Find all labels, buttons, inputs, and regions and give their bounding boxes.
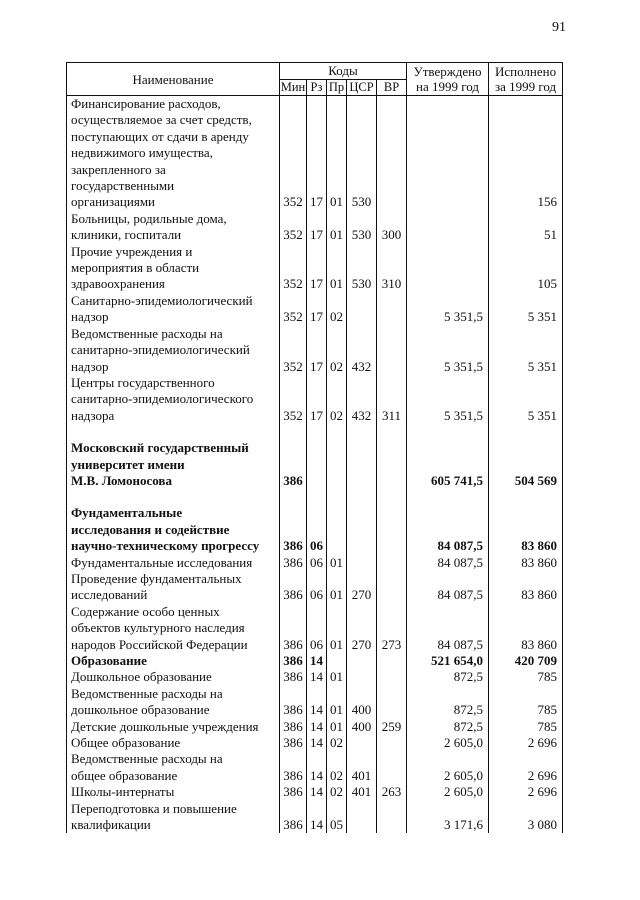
table-row [67,211,563,244]
cell-vr [377,801,407,834]
cell-pr: 01 [327,211,347,244]
cell-rz: 06 [307,555,327,571]
cell-min: 352 [280,293,307,326]
cell-name-line: исследования и содействие [71,521,230,537]
spacer-cell [407,489,489,505]
cell-pr: 02 [327,751,347,784]
spacer-cell [280,489,307,505]
column-header-rz: Рз [307,79,327,96]
spacer-cell [67,424,280,440]
cell-name-line: Детские дошкольные учреждения [71,718,259,734]
cell-min: 386 [280,555,307,571]
cell-name-line: Фундаментальные исследования [71,554,253,570]
cell-executed: 785 [489,669,563,685]
cell-csr: 400 [347,686,377,719]
cell-csr: 400 [347,719,377,735]
cell-min: 386 [280,719,307,735]
cell-min: 386 [280,653,307,669]
cell-csr: 270 [347,571,377,604]
cell-name-line: Финансирование расходов, [71,96,221,111]
cell-min: 386 [280,735,307,751]
cell-vr: 310 [377,244,407,293]
cell-name [67,375,280,424]
cell-executed: 51 [489,211,563,244]
cell-approved: 2 605,0 [407,751,489,784]
table-row [67,686,563,719]
page-number: 91 [552,20,566,35]
spacer-cell [489,424,563,440]
cell-rz: 14 [307,653,327,669]
cell-executed: 83 860 [489,555,563,571]
cell-min: 352 [280,326,307,375]
table-row [67,440,563,489]
cell-name-line: исследований [71,587,148,603]
cell-executed: 83 860 [489,571,563,604]
cell-name-line: клиники, госпитали [71,227,182,243]
cell-name-line: санитарно-эпидемиологический [71,342,250,358]
spacer-cell [327,424,347,440]
cell-name [67,801,280,834]
cell-vr [377,440,407,489]
table-row [67,719,563,735]
cell-name-line: Содержание особо ценных [71,603,220,619]
cell-name-line: квалификации [71,817,151,833]
cell-name-line: санитарно-эпидемиологического [71,391,254,407]
cell-min: 352 [280,244,307,293]
cell-executed: 5 351 [489,375,563,424]
cell-vr: 300 [377,211,407,244]
cell-vr [377,669,407,685]
table-row [67,375,563,424]
cell-csr [347,669,377,685]
cell-name-line: надзора [71,407,115,423]
cell-name-line: М.В. Ломоносова [71,472,172,488]
cell-rz: 17 [307,326,327,375]
cell-pr: 01 [327,96,347,211]
cell-min: 352 [280,96,307,211]
cell-min: 352 [280,211,307,244]
table-body [67,96,563,834]
cell-name-line: Образование [71,653,147,668]
column-header-executed: Исполнено за 1999 год [489,63,563,96]
cell-name [67,735,280,751]
cell-approved [407,96,489,211]
cell-name-line: Ведомственные расходы на [71,751,223,767]
cell-executed: 83 860 [489,505,563,554]
cell-executed: 3 080 [489,801,563,834]
spacer-cell [377,489,407,505]
cell-vr [377,571,407,604]
cell-name [67,96,280,211]
cell-csr: 530 [347,244,377,293]
cell-approved: 872,5 [407,686,489,719]
cell-csr: 270 [347,604,377,653]
cell-rz [307,440,327,489]
cell-min: 386 [280,440,307,489]
cell-csr [347,801,377,834]
cell-rz: 17 [307,375,327,424]
cell-min: 386 [280,669,307,685]
cell-name-line: надзор [71,309,109,325]
cell-vr [377,751,407,784]
cell-min: 386 [280,686,307,719]
cell-name [67,686,280,719]
column-header-vr: ВР [377,79,407,96]
table-row [67,653,563,669]
cell-name [67,719,280,735]
cell-vr [377,505,407,554]
cell-pr: 01 [327,604,347,653]
cell-approved: 84 087,5 [407,604,489,653]
cell-pr [327,505,347,554]
cell-name-line: дошкольное образование [71,702,210,718]
cell-executed: 5 351 [489,293,563,326]
spacer-cell [280,424,307,440]
column-header-min: Мин [280,79,306,94]
cell-name-line: государственными [71,178,175,194]
cell-rz: 06 [307,505,327,554]
cell-executed: 785 [489,686,563,719]
cell-executed: 2 696 [489,735,563,751]
cell-approved: 521 654,0 [407,653,489,669]
cell-pr: 01 [327,571,347,604]
cell-min: 352 [280,375,307,424]
cell-executed: 2 696 [489,784,563,800]
cell-name [67,604,280,653]
spacer-row [67,489,563,505]
cell-min: 386 [280,604,307,653]
cell-executed: 156 [489,96,563,211]
table-row [67,96,563,211]
cell-name [67,505,280,554]
cell-approved: 84 087,5 [407,555,489,571]
cell-rz: 06 [307,604,327,653]
spacer-cell [489,489,563,505]
cell-executed: 105 [489,244,563,293]
cell-name-line: Переподготовка и повышение [71,800,237,816]
cell-pr: 01 [327,244,347,293]
cell-csr [347,293,377,326]
cell-name-line: Дошкольное образование [71,669,212,685]
spacer-cell [407,424,489,440]
cell-name-line: Ведомственные расходы на [71,325,223,341]
cell-name-line: научно-техническому прогрессу [71,538,260,554]
table-row [67,784,563,800]
cell-name-line: надзор [71,358,109,374]
cell-name [67,653,280,669]
cell-rz: 14 [307,719,327,735]
cell-rz: 17 [307,96,327,211]
cell-pr: 02 [327,735,347,751]
cell-csr: 401 [347,784,377,800]
cell-approved: 5 351,5 [407,326,489,375]
table-row [67,751,563,784]
cell-name [67,293,280,326]
cell-name [67,571,280,604]
cell-vr [377,96,407,211]
cell-name-line: Центры государственного [71,374,215,390]
cell-name [67,751,280,784]
cell-approved: 2 605,0 [407,784,489,800]
cell-name-line: Санитарно-эпидемиологический [71,292,253,308]
cell-rz: 14 [307,669,327,685]
cell-name-line: организациями [71,194,155,210]
cell-pr: 01 [327,555,347,571]
cell-name-line: поступающих от сдачи в аренду [71,128,249,144]
cell-csr: 401 [347,751,377,784]
table-row [67,505,563,554]
cell-rz: 06 [307,571,327,604]
cell-approved: 2 605,0 [407,735,489,751]
cell-approved: 3 171,6 [407,801,489,834]
cell-name-line: мероприятия в области [71,260,200,276]
cell-csr [347,505,377,554]
cell-executed: 785 [489,719,563,735]
cell-vr [377,326,407,375]
cell-vr [377,555,407,571]
cell-csr [347,653,377,669]
cell-name [67,440,280,489]
spacer-cell [307,489,327,505]
cell-vr [377,686,407,719]
cell-name-line: общее образование [71,767,178,783]
cell-min: 386 [280,751,307,784]
cell-name-line: закрепленного за [71,161,166,177]
cell-name-line: Проведение фундаментальных [71,570,242,586]
cell-executed: 2 696 [489,751,563,784]
cell-approved: 872,5 [407,669,489,685]
cell-pr: 02 [327,293,347,326]
cell-name-line: народов Российской Федерации [71,636,248,652]
cell-name-line: Фундаментальные [71,505,183,521]
cell-approved [407,244,489,293]
cell-approved: 5 351,5 [407,293,489,326]
cell-rz: 17 [307,293,327,326]
cell-pr: 01 [327,686,347,719]
column-header-name: Наименование [67,63,280,96]
cell-vr [377,735,407,751]
cell-rz: 14 [307,784,327,800]
cell-vr [377,653,407,669]
cell-executed: 83 860 [489,604,563,653]
cell-vr: 273 [377,604,407,653]
cell-rz: 14 [307,686,327,719]
spacer-cell [347,424,377,440]
cell-min: 386 [280,801,307,834]
cell-approved: 84 087,5 [407,505,489,554]
cell-rz: 17 [307,211,327,244]
cell-name-line: объектов культурного наследия [71,620,245,636]
cell-csr: 530 [347,96,377,211]
table-row [67,669,563,685]
cell-pr [327,440,347,489]
cell-name-line: Больницы, родильные дома, [71,210,227,226]
cell-name [67,211,280,244]
cell-approved: 5 351,5 [407,375,489,424]
spacer-cell [377,424,407,440]
column-header-pr: Пр [327,79,347,96]
cell-executed: 5 351 [489,326,563,375]
cell-vr: 259 [377,719,407,735]
cell-name-line: Ведомственные расходы на [71,685,223,701]
budget-table [66,62,563,833]
table-row [67,293,563,326]
table-row [67,571,563,604]
cell-executed: 504 569 [489,440,563,489]
spacer-cell [327,489,347,505]
cell-approved [407,211,489,244]
column-header-csr: ЦСР [347,79,377,96]
cell-rz: 14 [307,751,327,784]
spacer-row [67,424,563,440]
cell-vr [377,293,407,326]
cell-name-line: недвижимого имущества, [71,145,213,161]
cell-name [67,669,280,685]
cell-min: 386 [280,505,307,554]
cell-pr: 01 [327,669,347,685]
cell-name-line: здравоохранения [71,276,165,292]
cell-min: 386 [280,571,307,604]
cell-name [67,555,280,571]
table-row [67,801,563,834]
cell-name-line: Школы-интернаты [71,784,175,800]
cell-csr: 432 [347,326,377,375]
table-row [67,244,563,293]
cell-csr: 530 [347,211,377,244]
column-header-codes: Коды [280,63,407,80]
cell-approved: 605 741,5 [407,440,489,489]
table-row [67,326,563,375]
cell-name [67,244,280,293]
table-row [67,555,563,571]
cell-csr [347,555,377,571]
spacer-cell [67,489,280,505]
cell-approved: 872,5 [407,719,489,735]
cell-name [67,326,280,375]
cell-name-line: осуществляемое за счет средств, [71,112,252,128]
cell-rz: 14 [307,801,327,834]
cell-pr: 02 [327,326,347,375]
cell-csr: 432 [347,375,377,424]
cell-min: 386 [280,784,307,800]
cell-pr: 01 [327,719,347,735]
cell-pr [327,653,347,669]
cell-executed: 420 709 [489,653,563,669]
cell-name-line: Московский государственный [71,440,249,456]
cell-pr: 02 [327,375,347,424]
cell-pr: 05 [327,801,347,834]
table-row [67,604,563,653]
cell-rz: 17 [307,244,327,293]
cell-name-line: Прочие учреждения и [71,243,193,259]
cell-vr: 311 [377,375,407,424]
table-row [67,735,563,751]
cell-pr: 02 [327,784,347,800]
spacer-cell [307,424,327,440]
cell-rz: 14 [307,735,327,751]
cell-name-line: университет имени [71,456,185,472]
cell-vr: 263 [377,784,407,800]
spacer-cell [347,489,377,505]
cell-csr [347,735,377,751]
cell-name [67,784,280,800]
column-header-approved: Утверждено на 1999 год [407,63,489,96]
cell-name-line: Общее образование [71,735,181,751]
cell-approved: 84 087,5 [407,571,489,604]
cell-csr [347,440,377,489]
